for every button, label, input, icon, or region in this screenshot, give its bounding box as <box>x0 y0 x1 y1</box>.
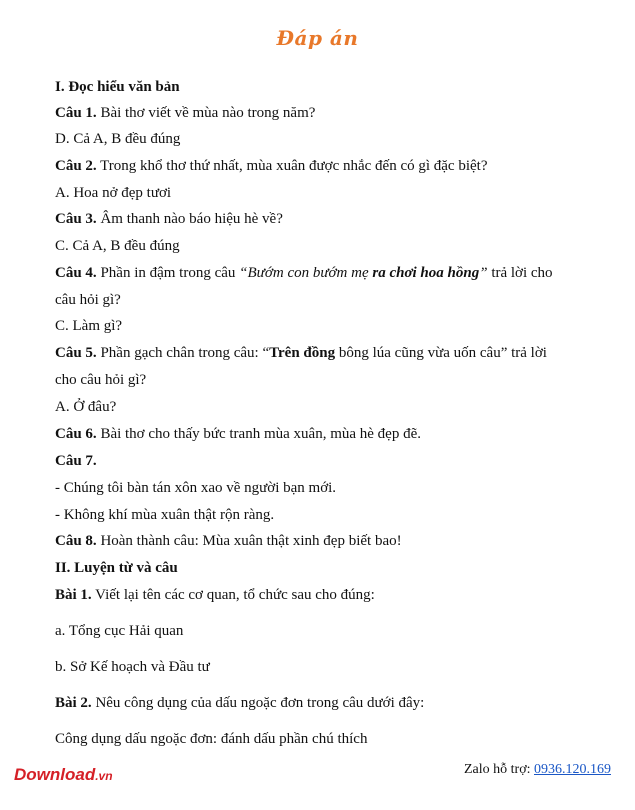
question-label: Câu 4. <box>55 265 97 281</box>
exercise-1-answer-a: a. Tổng cục Hải quan <box>55 623 184 639</box>
answer-2: A. Hoa nở đẹp tươi <box>55 185 172 201</box>
question-text: Âm thanh nào báo hiệu hè về? <box>96 211 283 227</box>
answer-5: A. Ở đâu? <box>55 399 117 415</box>
question-text: Hoàn thành câu: Mùa xuân thật xinh đẹp biết bao! <box>96 533 402 549</box>
exercise-text: Nêu công dụng của dấu ngoặc đơn trong câu dưới đây: <box>91 695 425 711</box>
question-6 <box>55 425 421 443</box>
zalo-support <box>464 762 611 778</box>
question-text: Phần gạch chân trong câu: “ <box>96 345 270 361</box>
section-heading-1: I. Đọc hiểu văn bản <box>55 79 180 95</box>
exercise-1 <box>55 586 375 604</box>
answer-7-line-1: - Chúng tôi bàn tán xôn xao về người bạn mới. <box>55 480 337 496</box>
question-text: Phần in đậm trong câu <box>96 265 240 281</box>
exercise-1-answer-b: b. Sở Kế hoạch và Đầu tư <box>55 659 210 675</box>
answer-7-line-2: - Không khí mùa xuân thật rộn ràng. <box>55 507 275 523</box>
quoted-sentence-end: ” <box>479 265 488 281</box>
page-title: Đáp án <box>276 26 359 50</box>
quoted-sentence-start: “Bướm con bướm mẹ <box>239 265 373 281</box>
question-3 <box>55 210 283 228</box>
logo-text: Download <box>14 765 96 784</box>
question-8 <box>55 532 402 550</box>
exercise-2-answer: Công dụng dấu ngoặc đơn: đánh dấu phần chú thích <box>55 731 368 747</box>
answer-1: D. Cả A, B đều đúng <box>55 131 181 147</box>
question-2 <box>55 157 488 175</box>
question-4-continued: câu hỏi gì? <box>55 292 121 308</box>
question-label: Câu 7. <box>55 453 97 469</box>
question-label: Câu 8. <box>55 533 97 549</box>
question-text-tail: bông lúa cũng vừa uốn câu” trả lời <box>335 345 547 361</box>
download-vn-logo[interactable] <box>14 765 113 785</box>
question-label: Câu 3. <box>55 211 97 227</box>
answer-4: C. Làm gì? <box>55 318 123 334</box>
exercise-2 <box>55 694 424 712</box>
question-label: Câu 6. <box>55 426 97 442</box>
question-text: Bài thơ viết về mùa nào trong năm? <box>96 105 316 121</box>
question-5-continued: cho câu hỏi gì? <box>55 372 147 388</box>
answer-3: C. Cả A, B đều đúng <box>55 238 180 254</box>
exercise-label: Bài 2. <box>55 695 92 711</box>
question-5 <box>55 344 547 362</box>
logo-tld: .vn <box>95 769 113 783</box>
question-7 <box>55 452 97 470</box>
quoted-bold-phrase: Trên đồng <box>269 345 336 361</box>
exercise-label: Bài 1. <box>55 587 92 603</box>
section-heading-2: II. Luyện từ và câu <box>55 560 178 576</box>
question-4 <box>55 264 553 282</box>
question-1 <box>55 104 315 122</box>
zalo-phone-link[interactable]: 0936.120.169 <box>534 762 611 777</box>
question-label: Câu 5. <box>55 345 97 361</box>
exercise-text: Viết lại tên các cơ quan, tổ chức sau cho đúng: <box>91 587 375 603</box>
question-text: Trong khổ thơ thứ nhất, mùa xuân được nhắc đến có gì đặc biệt? <box>96 158 488 174</box>
zalo-label: Zalo hỗ trợ: <box>464 762 534 777</box>
question-text-tail: trả lời cho <box>487 265 553 281</box>
question-label: Câu 1. <box>55 105 97 121</box>
quoted-sentence-bold: ra chơi hoa hồng <box>372 265 480 281</box>
question-label: Câu 2. <box>55 158 97 174</box>
question-text: Bài thơ cho thấy bức tranh mùa xuân, mùa hè đẹp đẽ. <box>96 426 421 442</box>
